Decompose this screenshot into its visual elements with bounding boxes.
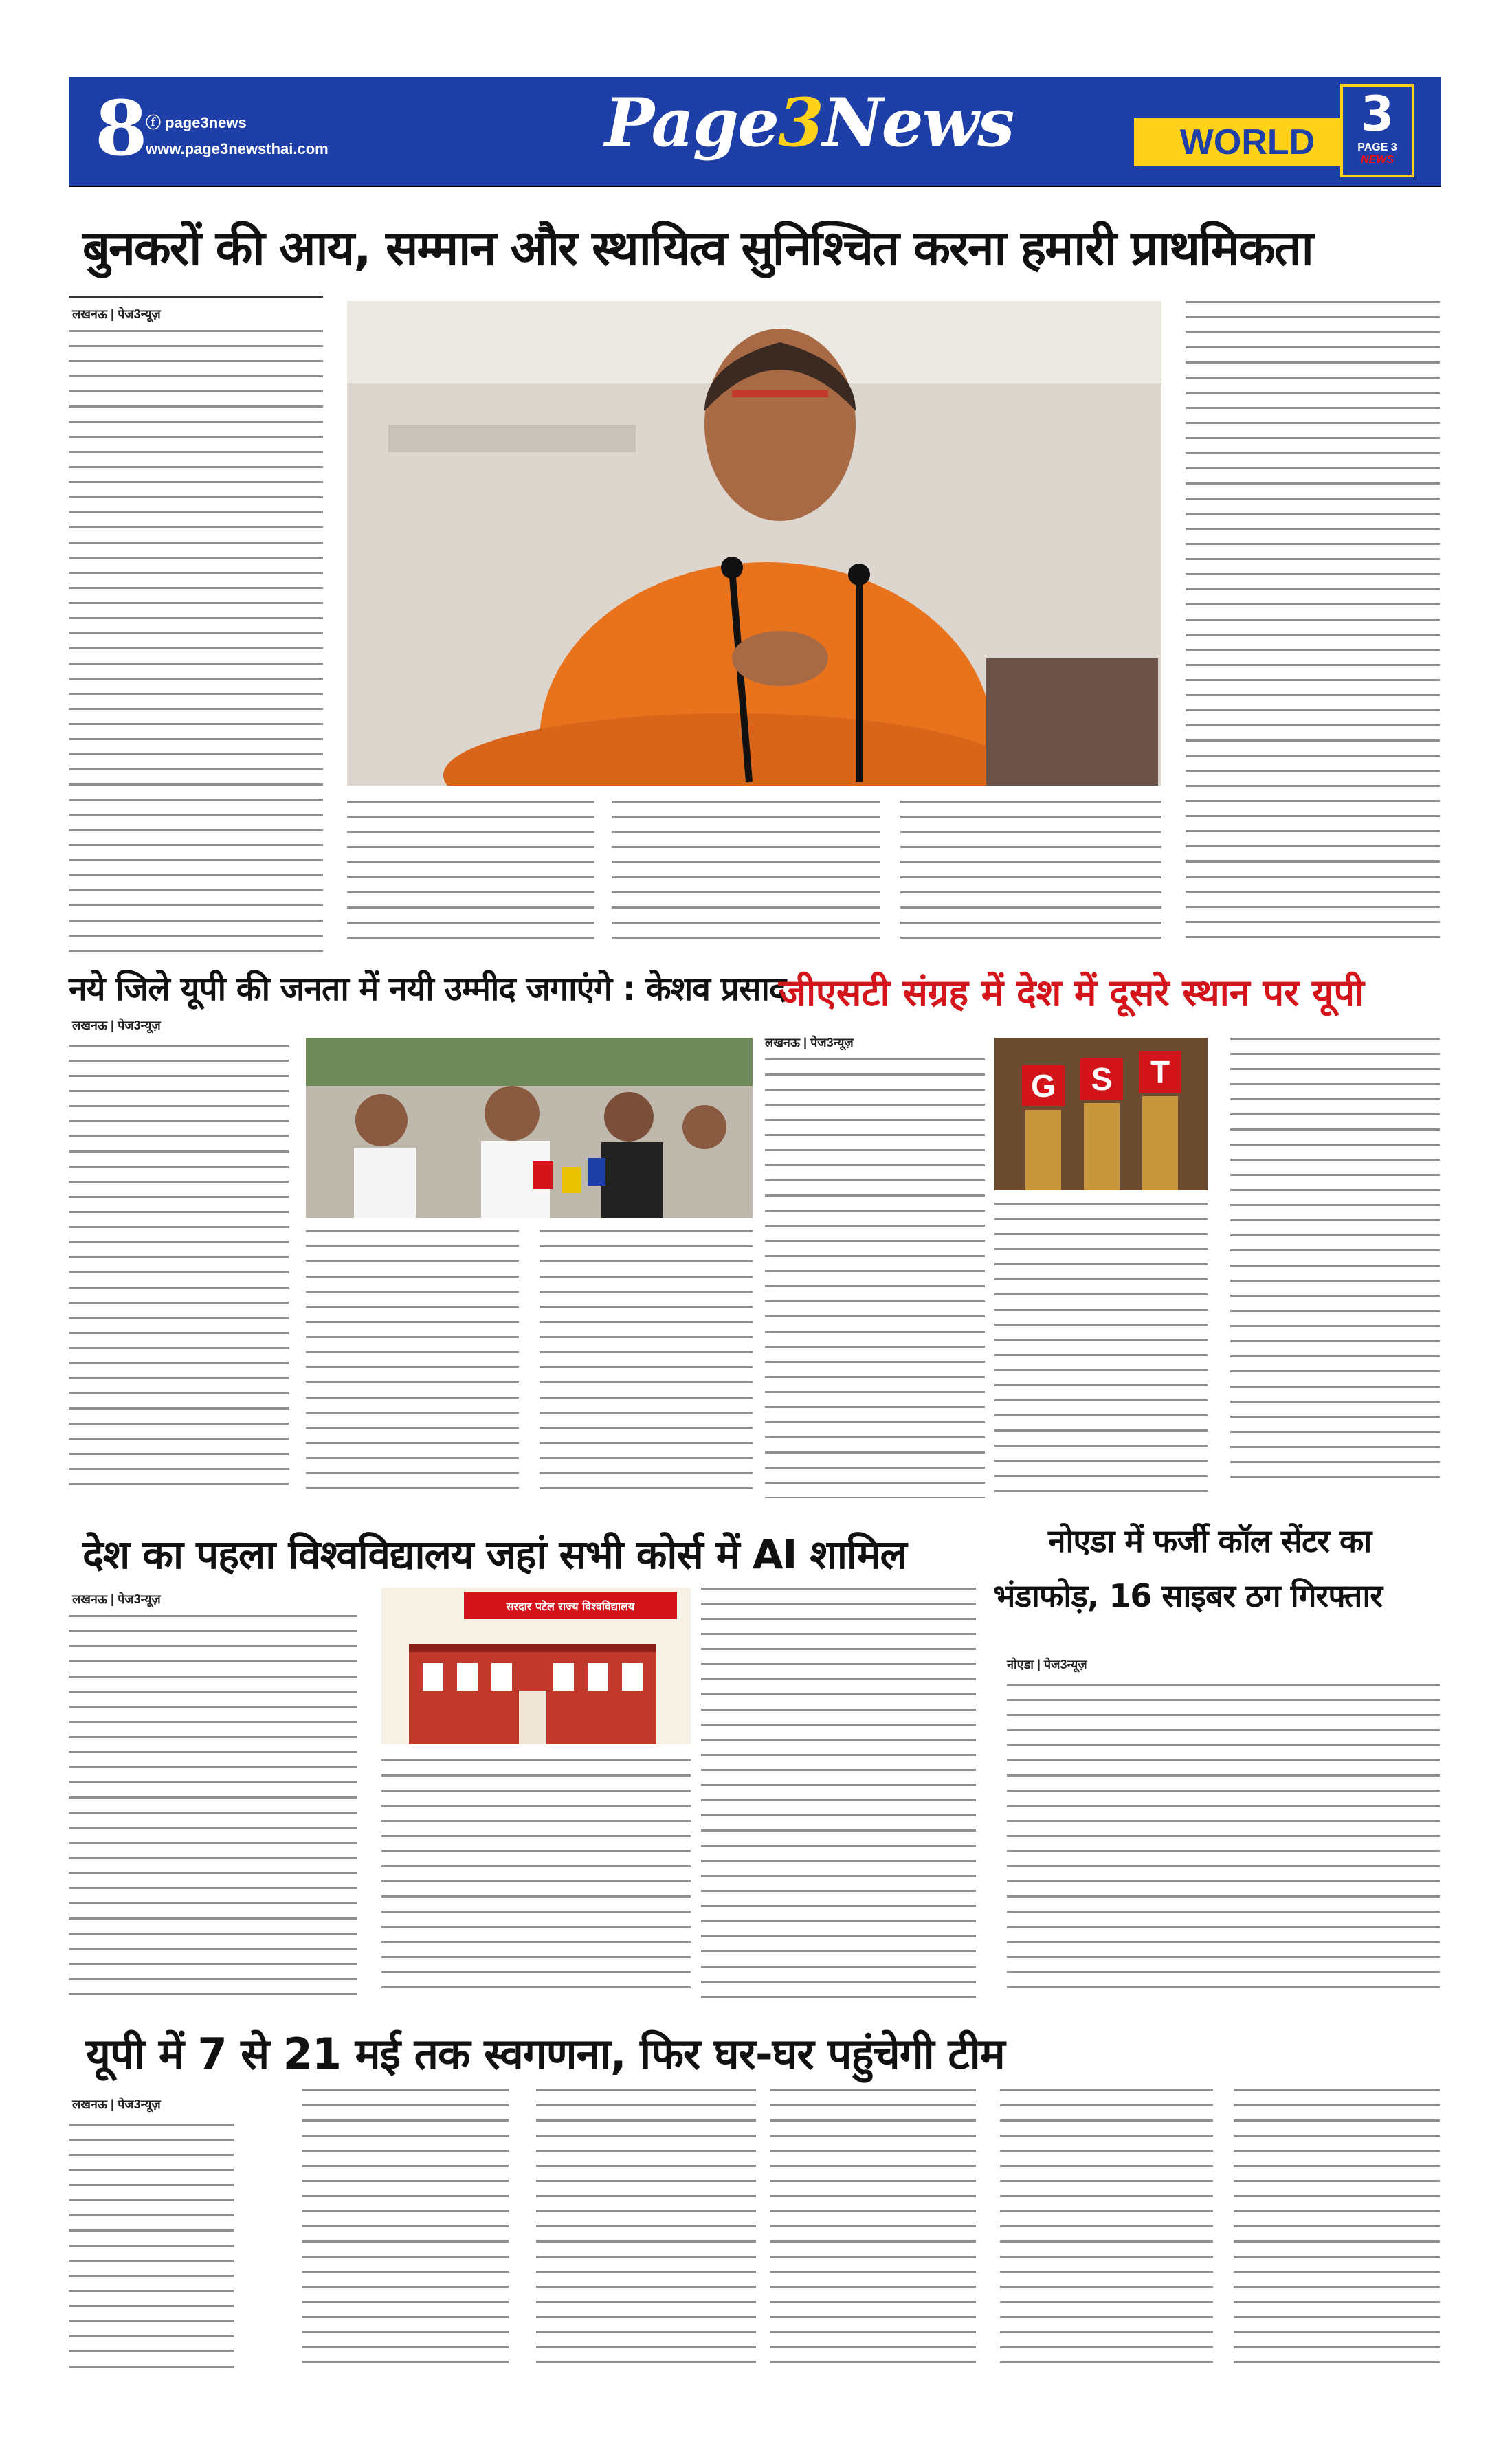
story4-column-3 (701, 1588, 976, 2000)
brand-logo: Page3News (605, 84, 1014, 162)
story6-column-2 (302, 2089, 509, 2371)
story2-photo (306, 1038, 753, 1218)
gst-photo (994, 1038, 1208, 1190)
university-building-illustration (381, 1588, 691, 1744)
story2-headline: नये जिले यूपी की जनता में नयी उम्मीद जगाएंगे : केशव प्रसाद (69, 970, 786, 1008)
story6-column-3 (536, 2089, 756, 2371)
story5-column (1007, 1684, 1440, 2000)
story1-rule (69, 296, 323, 298)
page3-logo: 3 PAGE 3 NEWS (1340, 84, 1414, 177)
story5-headline-line1: नोएडा में फर्जी कॉल सेंटर का (1048, 1522, 1372, 1559)
press-group-illustration (306, 1038, 753, 1218)
story3-headline: जीएसटी संग्रह में देश में दूसरे स्थान पर यूपी (779, 971, 1365, 1014)
story1-column-4 (900, 801, 1161, 945)
section-label: WORLD (1134, 118, 1361, 166)
story6-byline: लखनऊ | पेज3न्यूज़ (72, 2098, 161, 2111)
story6-column-6 (1234, 2089, 1440, 2371)
story2-column-1 (69, 1045, 289, 1491)
masthead-rule (69, 186, 1441, 187)
story6-headline: यूपी में 7 से 21 मई तक स्वगणना, फिर घर-घर पहुंचेगी टीम (86, 2029, 1005, 2079)
university-banner-text: सरदार पटेल राज्य विश्वविद्यालय (506, 1600, 635, 1613)
story4-byline: लखनऊ | पेज3न्यूज़ (72, 1592, 161, 1606)
story4-headline: देश का पहला विश्वविद्यालय जहां सभी कोर्स में AI शामिल (82, 1531, 907, 1578)
story5-headline-line2: भंडाफोड़, 16 साइबर ठग गिरफ्तार (993, 1577, 1383, 1614)
story1-column-1 (69, 330, 323, 962)
story1-headline: बुनकरों की आय, सम्मान और स्थायित्व सुनिश्चित करना हमारी प्राथमिकता (82, 220, 1313, 276)
story1-column-3 (612, 801, 880, 945)
story2-column-2 (306, 1230, 519, 1495)
masthead (69, 77, 1441, 186)
page-number: 8 (95, 84, 148, 173)
story3-byline: लखनऊ | पेज3न्यूज़ (765, 1036, 854, 1049)
facebook-icon: ⓕ (146, 114, 166, 131)
story1-column-5 (1186, 301, 1440, 940)
story1-photo (347, 301, 1161, 786)
story6-column-5 (1000, 2089, 1213, 2371)
gst-coins-illustration (994, 1038, 1208, 1190)
facebook-handle: ⓕ page3news (146, 114, 247, 131)
story1-byline: लखनऊ | पेज3न्यूज़ (72, 307, 161, 321)
university-photo (381, 1588, 691, 1744)
gst-letter-t: T (1150, 1054, 1170, 1090)
website-url[interactable]: www.page3newsthai.com (146, 140, 329, 157)
story4-column-1 (69, 1615, 357, 2000)
speaker-illustration (347, 301, 1161, 786)
story6-column-1 (69, 2124, 234, 2371)
story4-column-2 (381, 1759, 691, 2000)
gst-letter-s: S (1091, 1061, 1113, 1097)
story3-column-1 (765, 1058, 985, 1498)
story6-column-4 (770, 2089, 976, 2371)
gst-letter-g: G (1031, 1068, 1056, 1104)
story2-byline: लखनऊ | पेज3न्यूज़ (72, 1019, 161, 1032)
story1-column-2 (347, 801, 594, 945)
story3-column-3 (1230, 1038, 1440, 1478)
story2-column-3 (540, 1230, 753, 1495)
story3-column-2 (994, 1203, 1208, 1498)
story5-byline: नोएडा | पेज3न्यूज़ (1007, 1658, 1087, 1671)
